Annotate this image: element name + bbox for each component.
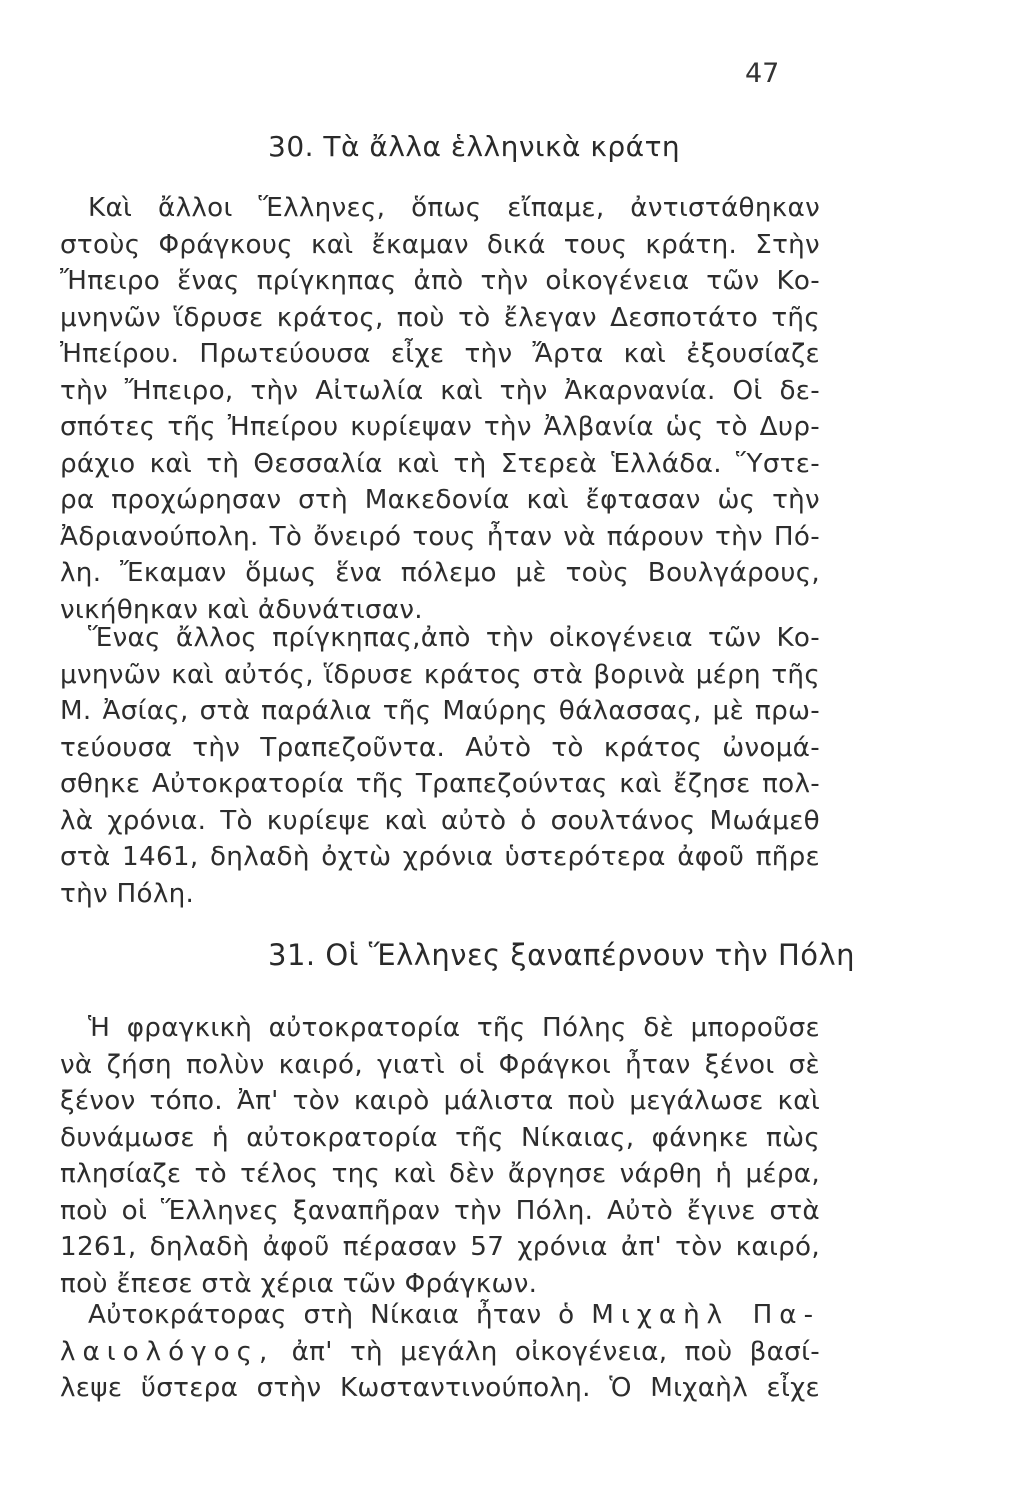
text-line: Ἕνας ἄλλος πρίγκηπας,ἀπὸ τὴν οἰκογένεια τῶν Κο- [88, 623, 820, 653]
page-number: 47 [745, 58, 780, 89]
text-line: ποὺ οἱ Ἕλληνες ξαναπῆραν τὴν Πόλη. Αὐτὸ ἔγινε στὰ [60, 1195, 820, 1226]
section-31-paragraph-2 [60, 1297, 820, 1407]
section-30-heading: 30. Τὰ ἄλλα ἑλληνικὰ κράτη [268, 130, 681, 163]
text-segment: Αὐτοκράτορας στὴ Νίκαια ἦταν ὁ [88, 1300, 575, 1330]
section-31-heading: 31. Οἱ Ἕλληνες ξαναπέρνουν τὴν Πόλη [268, 938, 856, 972]
text-line: Ἤπειρο ἕνας πρίγκηπας ἀπὸ τὴν οἰκογένεια τῶν Κο- [60, 266, 820, 296]
text-line: Καὶ ἄλλοι Ἕλληνες, ὅπως εἴπαμε, ἀντιστάθηκαν [88, 193, 820, 223]
text-line: τεύουσα τὴν Τραπεζοῦντα. Αὐτὸ τὸ κράτος ὠνομά- [60, 732, 820, 763]
text-line: μνηνῶν ἵδρυσε κράτος, ποὺ τὸ ἔλεγαν Δεσποτάτο τῆς [60, 302, 820, 333]
text-line: στὰ 1461, δηλαδὴ ὀχτὼ χρόνια ὑστερότερα ἀφοῦ πῆρε [60, 842, 820, 872]
text-line: τὴν Ἤπειρο, τὴν Αἰτωλία καὶ τὴν Ἀκαρνανία. Οἱ δε- [60, 375, 820, 406]
text-line: σθηκε Αὐτοκρατορία τῆς Τραπεζούντας καὶ ἔζησε πολ- [60, 769, 820, 799]
text-segment: ἀπ' τὴ μεγάλη οἰκογένεια, ποὺ βασί- [291, 1336, 820, 1367]
spaced-name: λαιολόγος, [60, 1336, 275, 1367]
text-line: 1261, δηλαδὴ ἀφοῦ πέρασαν 57 χρόνια ἀπ' τὸν καιρό, [60, 1232, 820, 1262]
section-31-paragraph-1 [60, 1010, 820, 1302]
text-line: Ἠπείρου. Πρωτεύουσα εἶχε τὴν Ἄρτα καὶ ἐξουσίαζε [60, 339, 820, 369]
text-line [60, 1297, 820, 1334]
text-line: Ἀδριανούπολη. Τὸ ὄνειρό τους ἦταν νὰ πάρουν τὴν Πό- [60, 521, 820, 552]
text-line: σπότες τῆς Ἠπείρου κυρίεψαν τὴν Ἀλβανία ὡς τὸ Δυρ- [60, 412, 820, 442]
text-line: λὰ χρόνια. Τὸ κυρίεψε καὶ αὐτὸ ὁ σουλτάνος Μωάμεθ [60, 805, 820, 836]
text-line: ποὺ ἔπεσε στὰ χέρια τῶν Φράγκων. [60, 1268, 538, 1299]
text-line: πλησίαζε τὸ τέλος της καὶ δὲν ἄργησε νάρθη ἡ μέρα, [60, 1159, 820, 1189]
text-line: λεψε ὕστερα στὴν Κωσταντινούπολη. Ὁ Μιχαὴλ εἶχε [60, 1373, 820, 1403]
section-30-paragraph-2 [60, 620, 820, 912]
text-line: δυνάμωσε ἡ αὐτοκρατορία τῆς Νίκαιας, φάνηκε πὼς [60, 1122, 820, 1153]
section-30-paragraph-1 [60, 190, 820, 628]
text-line: νικήθηκαν καὶ ἀδυνάτισαν. [60, 594, 423, 625]
text-line: μνηνῶν καὶ αὐτός, ἵδρυσε κράτος στὰ βορινὰ μέρη τῆς [60, 659, 820, 690]
text-line: ξένον τόπο. Ἀπ' τὸν καιρὸ μάλιστα ποὺ μεγάλωσε καὶ [60, 1086, 820, 1116]
spaced-name: Μιχαὴλ Πα- [591, 1300, 821, 1330]
text-line: τὴν Πόλη. [60, 878, 195, 909]
text-line: λη. Ἔκαμαν ὅμως ἕνα πόλεμο μὲ τοὺς Βουλγάρους, [60, 558, 820, 588]
text-line: Μ. Ἀσίας, στὰ παράλια τῆς Μαύρης θάλασσας, μὲ πρω- [60, 696, 820, 726]
text-line: νὰ ζήση πολὺν καιρό, γιατὶ οἱ Φράγκοι ἦταν ξένοι σὲ [60, 1049, 820, 1080]
text-line: ράχιο καὶ τὴ Θεσσαλία καὶ τὴ Στερεὰ Ἑλλάδα. Ὕστε- [60, 448, 820, 479]
text-line [60, 1334, 820, 1371]
text-line: Ἡ φραγκικὴ αὐτοκρατορία τῆς Πόλης δὲ μποροῦσε [88, 1013, 820, 1043]
text-line: ρα προχώρησαν στὴ Μακεδονία καὶ ἔφτασαν ὡς τὴν [60, 485, 820, 515]
text-line: στοὺς Φράγκους καὶ ἔκαμαν δικά τους κράτη. Στὴν [60, 229, 820, 260]
